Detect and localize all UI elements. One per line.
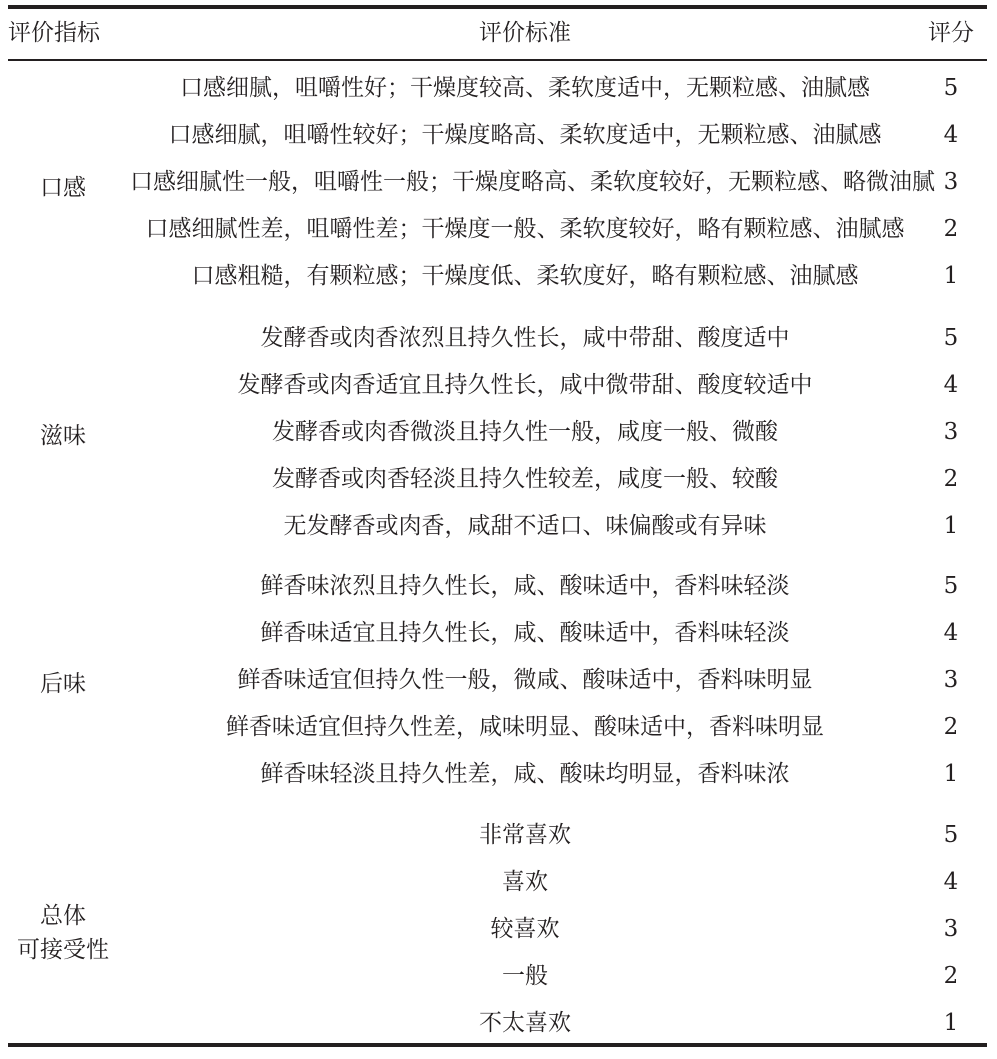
score-cell: 5 xyxy=(943,822,959,848)
score-cell: 5 xyxy=(943,325,959,351)
group-label-aftertaste: 后味 xyxy=(40,671,86,697)
table-row xyxy=(0,506,997,546)
score-cell: 4 xyxy=(943,869,959,895)
table-row xyxy=(0,459,997,499)
criteria-cell: 口感细腻性一般，咀嚼性一般；干燥度略高、柔软度较好，无颗粒感、略微油腻 xyxy=(130,169,935,195)
criteria-cell: 口感粗糙，有颗粒感；干燥度低、柔软度好，略有颗粒感、油腻感 xyxy=(191,263,859,289)
table-row xyxy=(0,68,997,108)
criteria-cell: 不太喜欢 xyxy=(479,1010,571,1036)
table-row xyxy=(0,862,997,902)
table-row xyxy=(0,660,997,700)
group-label-line-2: 可接受性 xyxy=(17,937,109,963)
table-row xyxy=(0,956,997,996)
header-indicator: 评价指标 xyxy=(8,20,100,46)
table-row xyxy=(0,1003,997,1043)
group-label-line-1: 总体 xyxy=(40,903,86,929)
score-cell: 5 xyxy=(943,75,959,101)
score-cell: 2 xyxy=(943,714,959,740)
group-label-taste: 滋味 xyxy=(40,423,86,449)
criteria-cell: 口感细腻，咀嚼性好；干燥度较高、柔软度适中，无颗粒感、油腻感 xyxy=(180,75,870,101)
header-score: 评分 xyxy=(928,20,974,46)
criteria-cell: 发酵香或肉香微淡且持久性一般，咸度一般、微酸 xyxy=(272,419,778,445)
table-row xyxy=(0,566,997,606)
criteria-cell: 发酵香或肉香轻淡且持久性较差，咸度一般、较酸 xyxy=(272,466,778,492)
criteria-cell: 无发酵香或肉香，咸甜不适口、味偏酸或有异味 xyxy=(283,513,767,539)
criteria-cell: 鲜香味浓烈且持久性长，咸、酸味适中，香料味轻淡 xyxy=(260,573,790,599)
score-cell: 4 xyxy=(943,122,959,148)
table-row xyxy=(0,613,997,653)
score-cell: 3 xyxy=(943,667,959,693)
criteria-cell: 一般 xyxy=(502,963,548,989)
score-cell: 4 xyxy=(943,372,959,398)
criteria-cell: 口感细腻，咀嚼性较好；干燥度略高、柔软度适中，无颗粒感、油腻感 xyxy=(168,122,882,148)
score-cell: 1 xyxy=(943,263,959,289)
table-row xyxy=(0,707,997,747)
score-cell: 4 xyxy=(943,620,959,646)
table-row xyxy=(0,209,997,249)
score-cell: 3 xyxy=(943,169,959,195)
table-top-rule xyxy=(8,5,987,9)
criteria-cell: 非常喜欢 xyxy=(479,822,571,848)
header-criteria: 评价标准 xyxy=(479,20,571,46)
score-cell: 5 xyxy=(943,573,959,599)
score-cell: 1 xyxy=(943,761,959,787)
score-cell: 1 xyxy=(943,1010,959,1036)
group-label-texture: 口感 xyxy=(40,175,86,201)
table-row xyxy=(0,754,997,794)
table-header-rule xyxy=(8,59,987,61)
score-cell: 2 xyxy=(943,963,959,989)
table-row xyxy=(0,256,997,296)
criteria-cell: 鲜香味适宜且持久性长，咸、酸味适中，香料味轻淡 xyxy=(260,620,790,646)
table-row xyxy=(0,318,997,358)
score-cell: 2 xyxy=(943,216,959,242)
criteria-cell: 较喜欢 xyxy=(490,916,560,942)
criteria-cell: 发酵香或肉香浓烈且持久性长，咸中带甜、酸度适中 xyxy=(260,325,790,351)
criteria-cell: 鲜香味适宜但持久性一般，微咸、酸味适中，香料味明显 xyxy=(237,667,813,693)
table-bottom-rule xyxy=(8,1043,987,1047)
criteria-cell: 鲜香味轻淡且持久性差，咸、酸味均明显，香料味浓 xyxy=(260,761,790,787)
table-row xyxy=(0,815,997,855)
criteria-cell: 鲜香味适宜但持久性差，咸味明显、酸味适中，香料味明显 xyxy=(226,714,824,740)
criteria-cell: 口感细腻性差，咀嚼性差；干燥度一般、柔软度较好，略有颗粒感、油腻感 xyxy=(145,216,905,242)
criteria-cell: 发酵香或肉香适宜且持久性长，咸中微带甜、酸度较适中 xyxy=(237,372,813,398)
score-cell: 3 xyxy=(943,419,959,445)
table-row xyxy=(0,365,997,405)
score-cell: 1 xyxy=(943,513,959,539)
score-cell: 2 xyxy=(943,466,959,492)
criteria-cell: 喜欢 xyxy=(502,869,548,895)
table-row xyxy=(0,162,997,202)
table-row xyxy=(0,115,997,155)
table-row xyxy=(0,412,997,452)
score-cell: 3 xyxy=(943,916,959,942)
table-row xyxy=(0,909,997,949)
